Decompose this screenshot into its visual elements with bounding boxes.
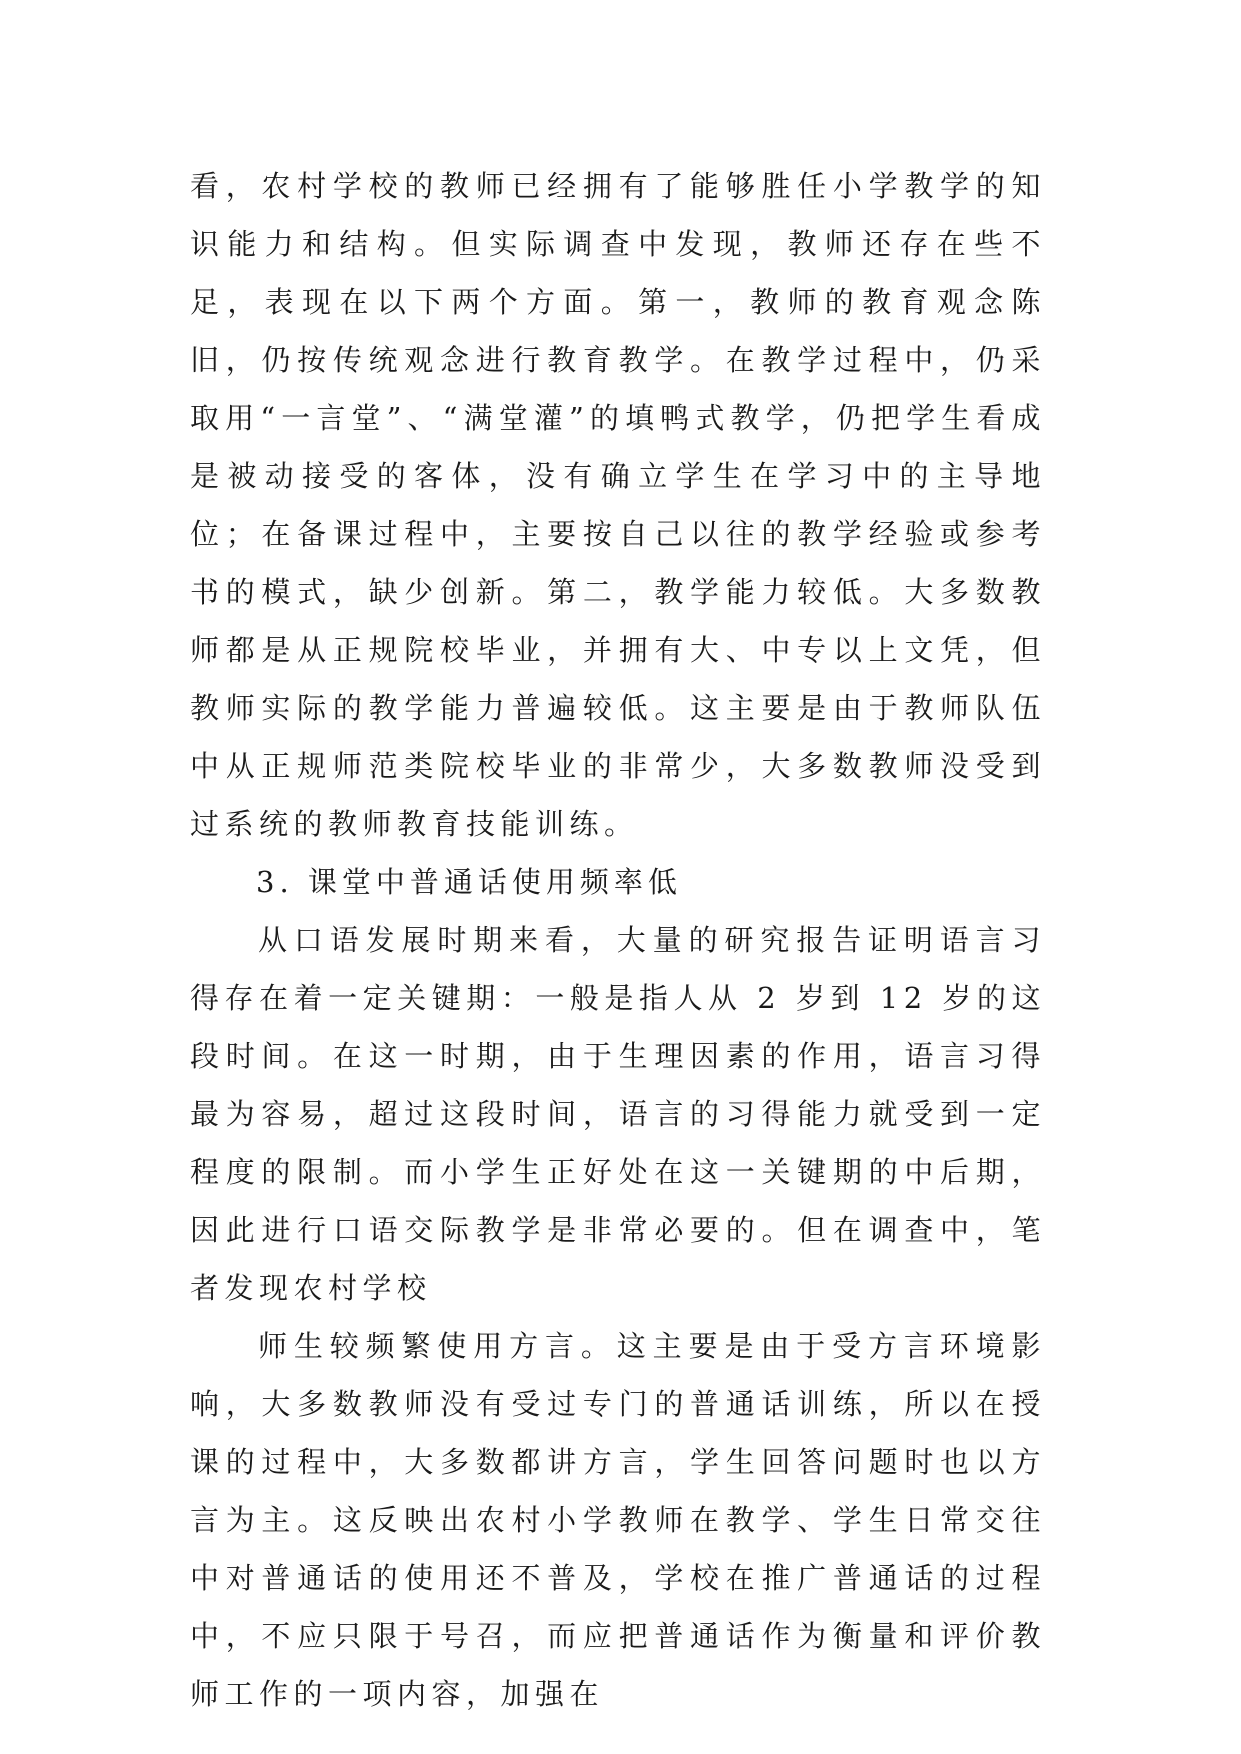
paragraph-dialect-use: 师生较频繁使用方言。这主要是由于受方言环境影响，大多数教师没有受过专门的普通话训练，所以在授课的过程中，大多数都讲方言，学生回答问题时也以方言为主。这反映出农村小学教师在教学、学生日常交往中对普通话的使用还不普及，学校在推广普通话的过程中，不应只限于号召，而应把普通话作为衡量和评价教师工作的一项内容，加强在 (190, 1329, 1046, 1711)
section-heading: 3. 课堂中普通话使用频率低 (256, 865, 682, 899)
body-text (190, 157, 1046, 1723)
paragraph-language-period: 从口语发展时期来看，大量的研究报告证明语言习得存在着一定关键期：一般是指人从 2 岁到 12 岁的这段时间。在这一时期，由于生理因素的作用，语言习得最为容易，超过这段时间，语言的习得能力就受到一定程度的限制。而小学生正好处在这一关键期的中后期，因此进行口语交际教学是非常必要的。但在调查中，笔者发现农村学校 (190, 923, 1046, 1305)
paragraph-teacher-quality: 看，农村学校的教师已经拥有了能够胜任小学教学的知识能力和结构。但实际调查中发现，教师还存在些不足，表现在以下两个方面。第一，教师的教育观念陈旧，仍按传统观念进行教育教学。在教学过程中，仍采取用“一言堂”、“满堂灌”的填鸭式教学，仍把学生看成是被动接受的客体，没有确立学生在学习中的主导地位；在备课过程中，主要按自己以往的教学经验或参考书的模式，缺少创新。第二，教学能力较低。大多数教师都是从正规院校毕业，并拥有大、中专以上文凭，但教师实际的教学能力普遍较低。这主要是由于教师队伍中从正规师范类院校毕业的非常少，大多数教师没受到过系统的教师教育技能训练。 (190, 169, 1046, 841)
